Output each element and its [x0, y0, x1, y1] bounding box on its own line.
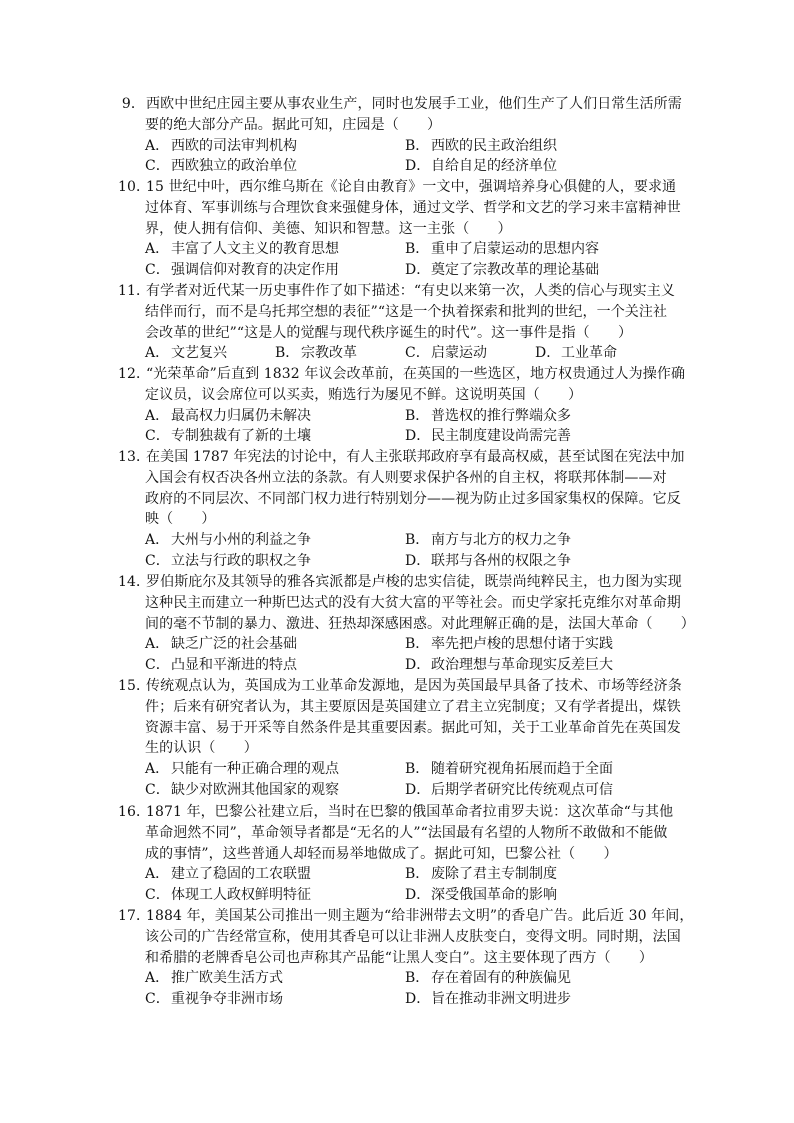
options-row [118, 343, 698, 364]
options-row [118, 260, 698, 281]
question-line: 要的绝大部分产品。据此可知，庄园是（ ） [145, 116, 442, 133]
question-line [118, 177, 698, 198]
options-row [118, 551, 698, 572]
option-a: A． 西欧的司法审判机构 [145, 137, 297, 154]
option-b: B． 存在着固有的种族偏见 [405, 970, 571, 987]
options-row [118, 156, 698, 177]
option-d: D．奠定了宗教改革的理论基础 [405, 262, 599, 278]
options-row [118, 864, 698, 885]
option-b: B． 南方与北方的权力之争 [405, 532, 571, 548]
question-14 [118, 572, 698, 676]
option-a: A． 只能有一种正确合理的观点 [145, 761, 339, 777]
options-row [118, 426, 698, 447]
option-a: A． 推广欧美生活方式 [145, 970, 283, 987]
question-text: 1884 年，美国某公司推出一则主题为“给非洲带去文明”的香皂广告。此后近 30 年间， [146, 908, 694, 924]
question-line: 资源丰富、易于开采等自然条件是其重要因素。据此可知，关于工业革命首先在英国发 [145, 719, 681, 736]
question-line [118, 802, 698, 823]
question-17 [118, 906, 698, 1010]
question-text: 15 世纪中叶，西尔维乌斯在《论自由教育》一文中，强调培养身心俱健的人，要求通 [146, 179, 677, 195]
option-d: D．政治理想与革命现实反差巨大 [405, 657, 613, 673]
question-line: 映（ ） [145, 511, 216, 528]
question-11 [118, 281, 698, 364]
option-d: D．工业革命 [535, 345, 617, 362]
question-text: 在美国 1787 年宪法的讨论中，有人主张联邦政府享有最高权威，甚至试图在宪法中加 [146, 449, 685, 465]
option-c: C．启蒙运动 [405, 345, 487, 362]
options-row [118, 239, 698, 260]
question-line: 该公司的广告经常宣称，使用其香皂可以让非洲人皮肤变白，变得文明。同时期，法国 [145, 928, 681, 945]
option-b: B． 普选权的推行弊端众多 [405, 407, 571, 424]
option-c: C．凸显和平渐进的特点 [145, 657, 297, 673]
question-text: 西欧中世纪庄园主要从事农业生产，同时也发展手工业，他们生产了人们日常生活所需 [146, 96, 682, 112]
question-text: 罗伯斯庇尔及其领导的雅各宾派都是卢梭的忠实信徒，既崇尚纯粹民主，也力图为实现 [146, 574, 682, 590]
option-a: A． 丰富了人文主义的教育思想 [145, 241, 339, 258]
option-b: B． 率先把卢梭的思想付诸于实践 [405, 636, 613, 653]
question-line: 界，使人拥有信仰、美德、知识和智慧。这一主张（ ） [145, 220, 512, 237]
question-12 [118, 364, 698, 447]
question-line: 过体育、军事训练与合理饮食来强健身体，通过文学、哲学和文艺的学习来丰富精神世 [145, 199, 681, 216]
option-a: A． 建立了稳固的工农联盟 [145, 866, 311, 883]
question-9 [118, 94, 698, 177]
question-number: 17． [118, 908, 151, 924]
option-c: C．重视争夺非洲市场 [145, 991, 283, 1007]
option-c: C．西欧独立的政治单位 [145, 158, 297, 175]
question-line [118, 364, 698, 385]
question-line [118, 676, 698, 697]
question-line: 间的毫不节制的暴力、激进、狂热却深感困惑。对此理解正确的是，法国大革命（ ） [145, 615, 695, 632]
question-line [118, 572, 698, 593]
question-line: 结伴而行，而不是乌托邦空想的表征”“这是一个执着探索和批判的世纪，一个关注社 [145, 303, 668, 320]
option-b: B． 废除了君主专制制度 [405, 866, 557, 883]
question-line [118, 94, 698, 115]
question-line: 政府的不同层次、不同部门权力进行特别划分——视为防止过多国家集权的保障。它反 [145, 490, 681, 507]
question-line [118, 281, 698, 302]
question-number: 10． [118, 179, 151, 195]
question-text: “光荣革命”后直到 1832 年议会改革前，在英国的一些选区，地方权贵通过人为操作确 [146, 366, 686, 382]
question-line: 会改革的世纪”“这是人的觉醒与现代秩序诞生的时代”。这一事件是指（ ） [145, 324, 633, 341]
question-line: 这种民主而建立一种斯巴达式的没有大贫大富的平等社会。而史学家托克维尔对革命期 [145, 594, 681, 611]
question-text: 有学者对近代某一历史事件作了如下描述：“有史以来第一次，人类的信心与现实主义 [146, 283, 675, 299]
question-number: 16． [118, 804, 151, 820]
option-c: C．体现工人政权鲜明特征 [145, 887, 311, 903]
option-b: B． 宗教改革 [275, 345, 357, 362]
question-number: 11． [118, 283, 151, 299]
question-number: 13． [118, 449, 151, 465]
question-line: 定议员，议会席位可以买卖，贿选行为屡见不鲜。这说明英国（ ） [145, 386, 583, 403]
question-10 [118, 177, 698, 281]
options-row [118, 759, 698, 780]
question-number: 15． [118, 678, 151, 694]
question-15 [118, 676, 698, 801]
question-line: 生的认识（ ） [145, 740, 258, 757]
option-b: B． 重申了启蒙运动的思想内容 [405, 241, 599, 258]
question-line: 成的事情”，这些普通人却轻而易举地做成了。据此可知，巴黎公社（ ） [145, 845, 618, 862]
option-d: D．深受俄国革命的影响 [405, 887, 557, 903]
options-row [118, 655, 698, 676]
options-row [118, 406, 698, 427]
question-line: 和希腊的老牌香皂公司也声称其产品能“让黑人变白”。这主要体现了西方（ ） [145, 949, 654, 966]
question-text: 传统观点认为，英国成为工业革命发源地，是因为英国最早具备了技术、市场等经济条 [146, 678, 682, 694]
options-row [118, 136, 698, 157]
option-b: B． 随着研究视角拓展而趋于全面 [405, 761, 613, 777]
option-d: D．联邦与各州的权限之争 [405, 552, 571, 569]
question-line [118, 447, 698, 468]
options-row [118, 989, 698, 1010]
options-row [118, 780, 698, 801]
option-d: D．旨在推动非洲文明进步 [405, 991, 571, 1007]
option-c: C．强调信仰对教育的决定作用 [145, 262, 339, 278]
option-c: C．缺少对欧洲其他国家的观察 [145, 781, 339, 798]
option-c: C．专制独裁有了新的土壤 [145, 428, 311, 445]
options-row [118, 530, 698, 551]
option-d: D．自给自足的经济单位 [405, 158, 557, 175]
question-line: 入国会有权否决各州立法的条款。有人则要求保护各州的自主权，将联邦体制——对 [145, 469, 667, 486]
options-row [118, 634, 698, 655]
option-a: A． 大州与小州的利益之争 [145, 532, 311, 548]
question-text: 1871 年，巴黎公社建立后，当时在巴黎的俄国革命者拉甫罗夫说：这次革命“与其他 [146, 804, 674, 820]
question-number: 14． [118, 574, 151, 590]
options-row [118, 885, 698, 906]
question-line: 革命迥然不同”，革命领导者都是“无名的人”“法国最有名望的人物所不敢做和不能做 [145, 824, 668, 841]
option-c: C．立法与行政的职权之争 [145, 552, 311, 569]
option-a: A． 最高权力归属仍未解决 [145, 407, 311, 424]
question-number: 9． [121, 96, 145, 112]
option-d: D．后期学者研究比传统观点可信 [405, 781, 613, 798]
question-16 [118, 802, 698, 906]
question-line [118, 906, 698, 927]
option-a: A． 文艺复兴 [145, 345, 227, 362]
option-a: A． 缺乏广泛的社会基础 [145, 636, 297, 653]
options-row [118, 968, 698, 989]
option-b: B． 西欧的民主政治组织 [405, 137, 557, 154]
option-d: D．民主制度建设尚需完善 [405, 428, 571, 445]
question-number: 12． [118, 366, 151, 382]
question-13 [118, 447, 698, 572]
question-line: 件；后来有研究者认为，其主要原因是英国建立了君主立宪制度；又有学者提出，煤铁 [145, 698, 681, 715]
